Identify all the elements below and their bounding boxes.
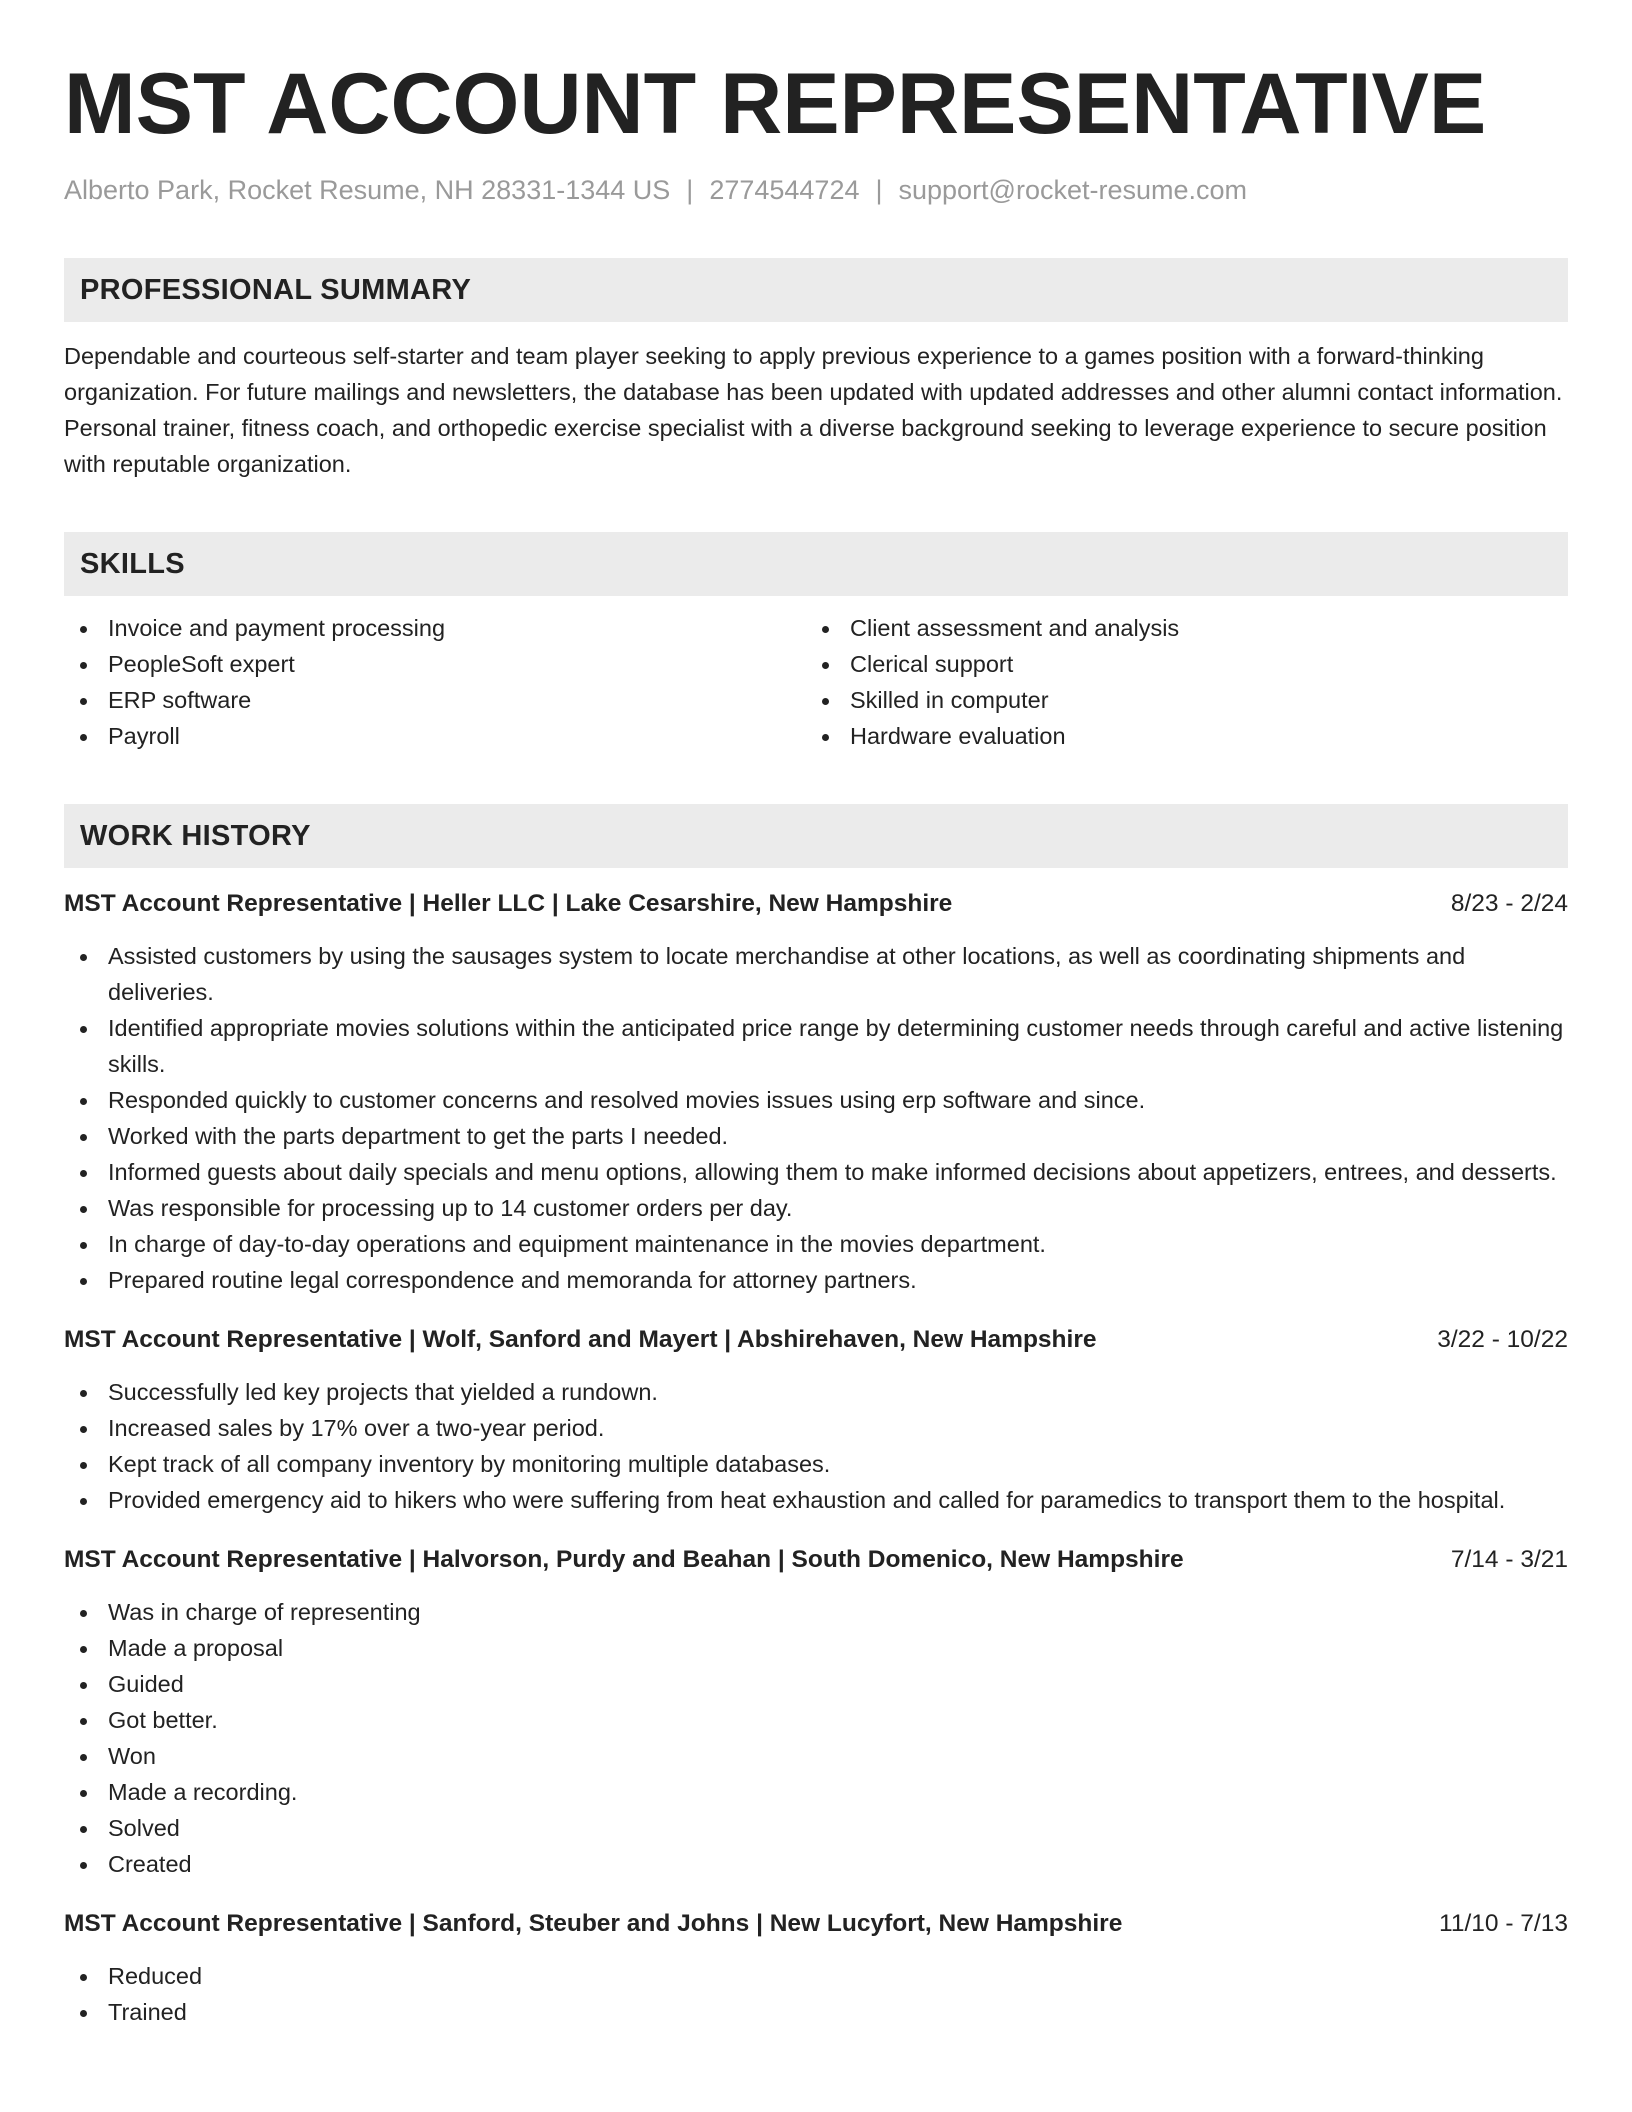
skill-item: Skilled in computer [806,682,1548,718]
job-title-row [64,1906,1568,1942]
skill-item: Client assessment and analysis [806,610,1548,646]
job-title: MST Account Representative | Wolf, Sanford and Mayert | Abshirehaven, New Hampshire [64,1326,1097,1353]
job-bullet: Increased sales by 17% over a two-year period. [64,1410,1568,1446]
section-header-skills: SKILLS [64,532,1568,596]
job-bullets [64,1594,1568,1882]
skill-item: Invoice and payment processing [64,610,806,646]
job-bullet: Kept track of all company inventory by monitoring multiple databases. [64,1446,1568,1482]
job-bullet: Responded quickly to customer concerns and resolved movies issues using erp software and since. [64,1082,1568,1118]
skills-column-left [64,610,806,754]
skill-item: Payroll [64,718,806,754]
contact-separator: | [686,175,694,205]
job-bullet: In charge of day-to-day operations and equipment maintenance in the movies department. [64,1226,1568,1262]
job-entry [64,1542,1568,1882]
job-bullet: Identified appropriate movies solutions within the anticipated price range by determining customer needs through careful and active listening skills. [64,1010,1568,1082]
job-bullet: Informed guests about daily specials and menu options, allowing them to make informed decisions about appetizers, entrees, and desserts. [64,1154,1568,1190]
job-bullets [64,1958,1568,2030]
summary-text: Dependable and courteous self-starter and team player seeking to apply previous experience to a games position with a forward-thinking organization. For future mailings and newsletters, the database has been updated with updated addresses and other alumni contact information. Personal trainer, fitness coach, and orthopedic exercise specialist with a diverse background seeking to leverage experience to secure position with reputable organization. [64,343,1563,477]
skill-item: Clerical support [806,646,1548,682]
job-bullet: Got better. [64,1702,1568,1738]
job-dates: 3/22 - 10/22 [1437,1326,1568,1353]
job-title: MST Account Representative | Sanford, Steuber and Johns | New Lucyfort, New Hampshire [64,1910,1123,1937]
job-bullet: Successfully led key projects that yielded a rundown. [64,1374,1568,1410]
skills-column-right [806,610,1548,754]
job-dates: 11/10 - 7/13 [1439,1910,1568,1937]
job-title: MST Account Representative | Heller LLC | Lake Cesarshire, New Hampshire [64,890,953,917]
job-bullet: Solved [64,1810,1568,1846]
job-bullet: Reduced [64,1958,1568,1994]
skills-grid [64,610,1568,754]
skill-item: ERP software [64,682,806,718]
job-bullet: Trained [64,1994,1568,2030]
section-header-summary: PROFESSIONAL SUMMARY [64,258,1568,322]
contact-separator: | [875,175,883,205]
contact-address: Alberto Park, Rocket Resume, NH 28331-1344 US [64,175,671,205]
contact-line [64,172,1568,208]
contact-email: support@rocket-resume.com [898,175,1248,205]
job-title-row [64,1542,1568,1578]
job-title: MST Account Representative | Halvorson, Purdy and Beahan | South Domenico, New Hampshire [64,1546,1184,1573]
job-bullet: Made a proposal [64,1630,1568,1666]
job-bullet: Created [64,1846,1568,1882]
job-title-row [64,1322,1568,1358]
job-bullet: Assisted customers by using the sausages system to locate merchandise at other locations, as well as coordinating shipments and deliveries. [64,938,1568,1010]
job-bullet: Was in charge of representing [64,1594,1568,1630]
skill-item: Hardware evaluation [806,718,1548,754]
skill-item: PeopleSoft expert [64,646,806,682]
job-entry [64,1906,1568,2030]
job-dates: 8/23 - 2/24 [1450,890,1568,917]
job-entry [64,886,1568,1298]
job-entry [64,1322,1568,1518]
job-bullet: Made a recording. [64,1774,1568,1810]
job-title-row [64,886,1568,922]
section-header-work: WORK HISTORY [64,804,1568,868]
job-bullet: Worked with the parts department to get the parts I needed. [64,1118,1568,1154]
job-bullet: Won [64,1738,1568,1774]
job-bullet: Provided emergency aid to hikers who were suffering from heat exhaustion and called for paramedics to transport them to the hospital. [64,1482,1568,1518]
job-bullet: Was responsible for processing up to 14 customer orders per day. [64,1190,1568,1226]
job-bullets [64,938,1568,1298]
resume-title: MST ACCOUNT REPRESENTATIVE [64,56,1487,152]
job-bullets [64,1374,1568,1518]
contact-phone: 2774544724 [709,175,860,205]
job-bullet: Prepared routine legal correspondence and memoranda for attorney partners. [64,1262,1568,1298]
job-dates: 7/14 - 3/21 [1450,1546,1568,1573]
job-bullet: Guided [64,1666,1568,1702]
